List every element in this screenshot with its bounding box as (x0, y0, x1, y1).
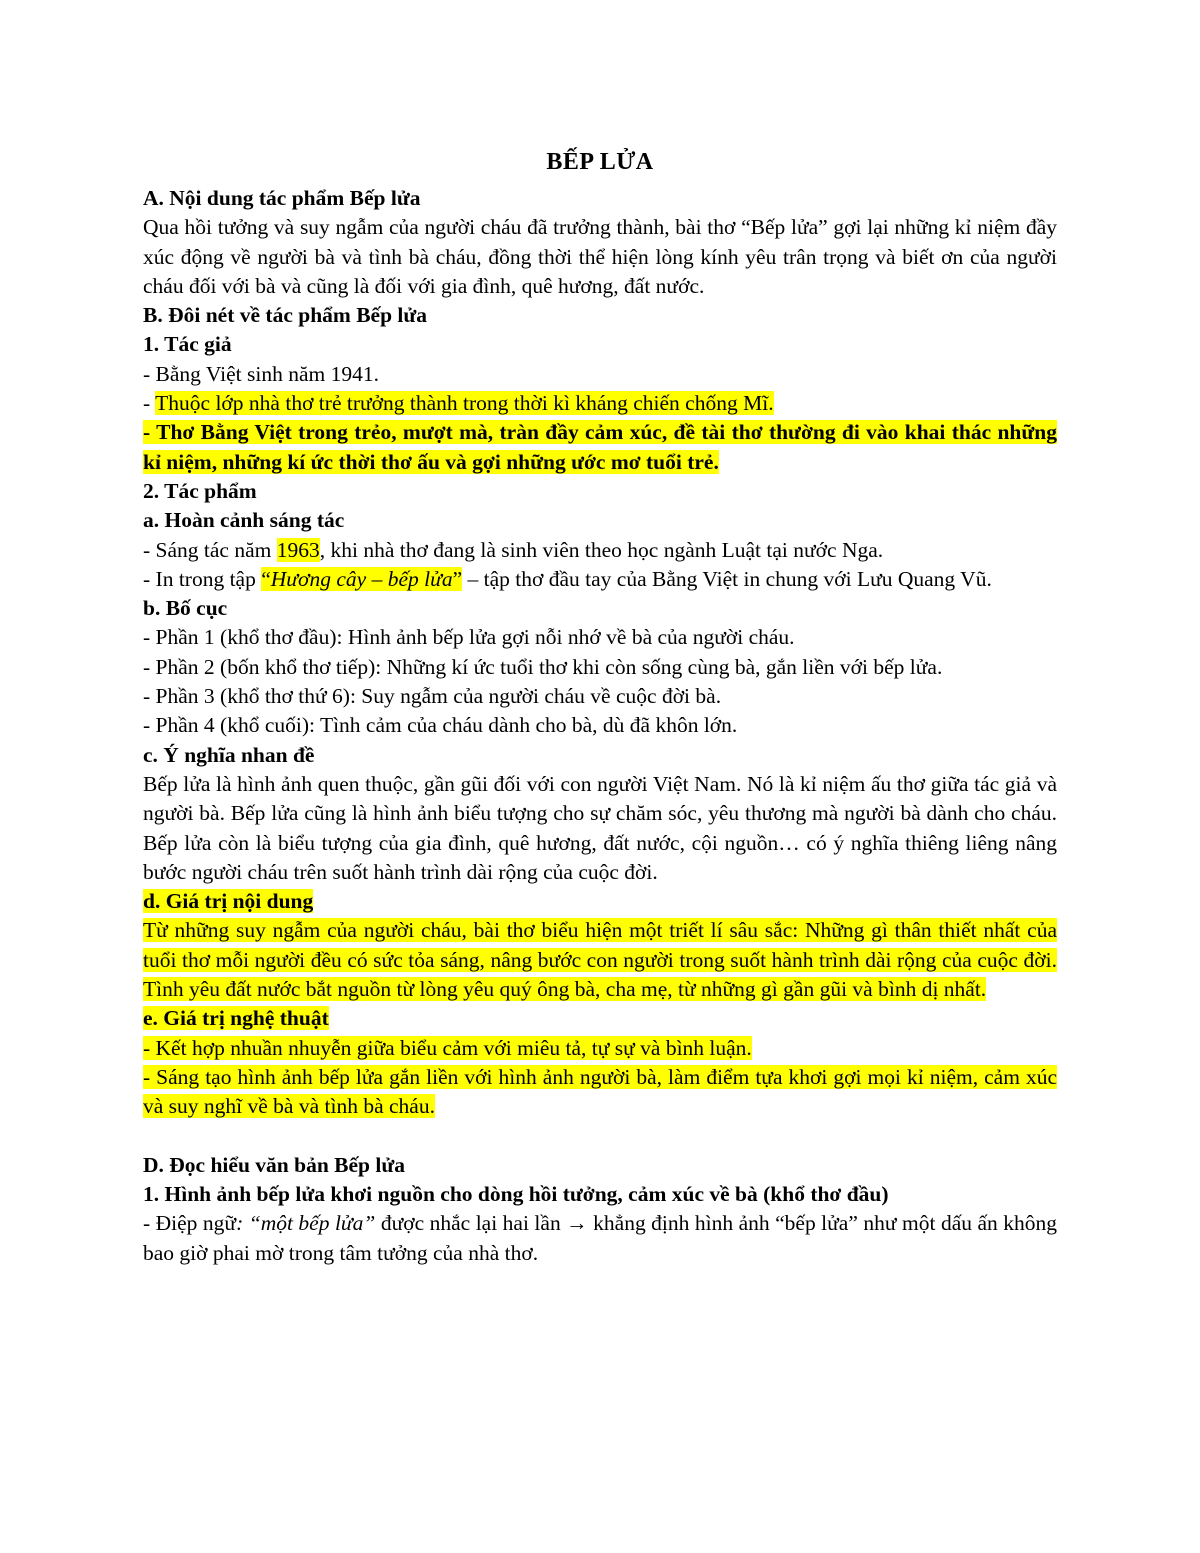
layout-item: - Phần 1 (khổ thơ đầu): Hình ảnh bếp lửa gợi nỗi nhớ về bà của người cháu. (143, 625, 795, 650)
collection-title: Hương cây – bếp lửa (270, 566, 453, 591)
collection-title-highlight (261, 567, 462, 591)
repetition-explanation: được nhắc lại hai lần → khẳng định hình ảnh “bếp lửa” như một dấu ấn không bao giờ phai mờ trong tâm tưởng của nhà thơ. (143, 1211, 1057, 1265)
context-line-2 (143, 565, 1057, 594)
layout-item: - Phần 3 (khổ thơ thứ 6): Suy ngẫm của người cháu về cuộc đời bà. (143, 684, 722, 709)
section-b-heading: B. Đôi nét về tác phẩm Bếp lửa (143, 303, 428, 328)
context-line-2-pre: - In trong tập (143, 566, 262, 591)
repetition-label: - Điệp ngữ (143, 1211, 237, 1236)
section-a-body: Qua hồi tưởng và suy ngẫm của người cháu đã trưởng thành, bài thơ “Bếp lửa” gợi lại những kỉ niệm đầy xúc động về người bà và tình bà cháu, đồng thời thể hiện lòng kính yêu trân trọng và biết ơn của người cháu đối với bà và cũng là đối với gia đình, quê hương, đất nước. (143, 215, 1057, 298)
layout-item: - Phần 2 (bốn khổ thơ tiếp): Những kí ức tuổi thơ khi còn sống cùng bà, gắn liền với bếp lửa. (143, 654, 943, 679)
quote-close: ” (452, 566, 463, 591)
layout-heading: b. Bố cục (143, 596, 228, 621)
quote-open: “ (261, 566, 271, 591)
art-value-line-2-text: - Sáng tạo hình ảnh bếp lửa gắn liền với hình ảnh người bà, làm điểm tựa khơi gợi mọi kỉ niệm, cảm xúc và suy nghĩ về bà và tình bà cháu. (143, 1064, 1057, 1119)
content-value-heading-text: d. Giá trị nội dung (143, 889, 314, 914)
context-line-2-post: – tập thơ đầu tay của Bằng Việt in chung với Lưu Quang Vũ. (462, 566, 992, 591)
blank-line (143, 1122, 1057, 1151)
section-a-heading: A. Nội dung tác phẩm Bếp lửa (143, 186, 421, 210)
context-line-1 (143, 536, 1057, 565)
repetition-colon: : (236, 1211, 249, 1236)
context-line-1-post: , khi nhà thơ đang là sinh viên theo học ngành Luật tại nước Nga. (319, 537, 884, 562)
repetition-quote: “một bếp lửa” (248, 1211, 376, 1236)
meaning-body: Bếp lửa là hình ảnh quen thuộc, gần gũi đối với con người Việt Nam. Nó là kỉ niệm ấu thơ giữa tác giả và người bà. Bếp lửa cũng là hình ảnh biểu tượng cho sự chăm sóc, yêu thương mà người bà dành cho cháu. Bếp lửa còn là biểu tượng của gia đình, quê hương, đất nước, cội nguồn… có ý nghĩa thiêng liêng nâng bước người cháu trên suốt hành trình dài rộng của cuộc đời. (143, 771, 1057, 884)
author-line-2-highlight: Thuộc lớp nhà thơ trẻ trưởng thành trong thời kì kháng chiến chống Mĩ. (155, 391, 774, 416)
section-d-heading: D. Đọc hiểu văn bản Bếp lửa (143, 1152, 405, 1177)
subsection-1-heading: 1. Hình ảnh bếp lửa khơi nguồn cho dòng hồi tưởng, cảm xúc về bà (khổ thơ đầu) (143, 1182, 889, 1207)
author-line-2-prefix: - (143, 391, 156, 416)
content-value-body (143, 916, 1057, 1004)
meaning-heading: c. Ý nghĩa nhan đề (143, 742, 315, 767)
content-value-heading (143, 887, 1057, 916)
context-line-1-pre: - Sáng tác năm (143, 537, 277, 562)
content-value-body-text: Từ những suy ngẫm của người cháu, bài thơ biểu hiện một triết lí sâu sắc: Những gì thân thiết nhất của tuổi thơ mỗi người đều có sức tỏa sáng, nâng bước con người trong suốt hành trình dài rộng của cuộc đời. Tình yêu đất nước bắt nguồn từ lòng yêu quý ông bà, cha mẹ, từ những gì gần gũi và bình dị nhất. (143, 918, 1057, 1002)
context-year-highlight: 1963 (276, 537, 320, 562)
art-value-line-1 (143, 1034, 1057, 1063)
art-value-heading-text: e. Giá trị nghệ thuật (143, 1006, 329, 1031)
author-line-1: - Bằng Việt sinh năm 1941. (143, 361, 379, 386)
author-line-2 (143, 389, 1057, 418)
art-value-line-2 (143, 1063, 1057, 1122)
art-value-heading (143, 1004, 1057, 1033)
layout-item: - Phần 4 (khổ cuối): Tình cảm của cháu dành cho bà, dù đã khôn lớn. (143, 713, 738, 738)
art-value-line-1-text: - Kết hợp nhuần nhuyễn giữa biểu cảm với miêu tả, tự sự và bình luận. (143, 1035, 752, 1060)
subsection-1-line-1 (143, 1209, 1057, 1268)
document-title: BẾP LỬA (546, 149, 654, 175)
author-line-3-highlight: - Thơ Bằng Việt trong trẻo, mượt mà, tràn đầy cảm xúc, đề tài thơ thường đi vào khai thác những kỉ niệm, những kí ức thời thơ ấu và gợi những ước mơ tuổi trẻ. (143, 420, 1057, 474)
author-line-3 (143, 418, 1057, 477)
work-heading: 2. Tác phẩm (143, 478, 257, 503)
context-heading: a. Hoàn cảnh sáng tác (143, 508, 345, 533)
author-heading: 1. Tác giả (143, 332, 232, 357)
